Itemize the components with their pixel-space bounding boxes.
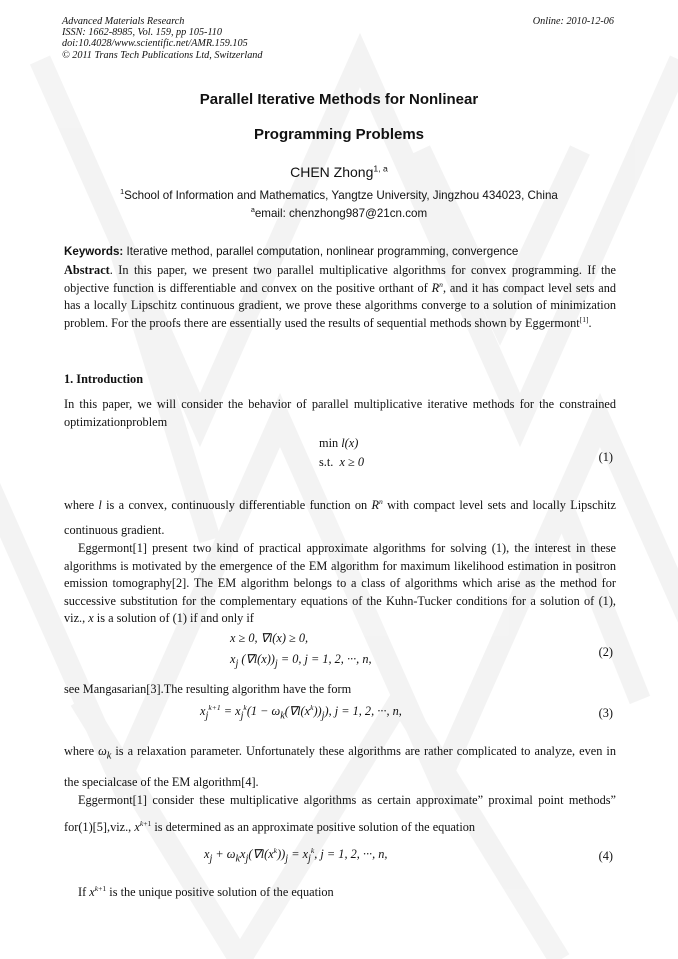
paragraph-where-l: where l is a convex, continuously differentiable function on $R^n$ with compact level sets and locally Lipschitz continuous gradient.	[64, 496, 616, 537]
paragraph-if: If $x^{k+1}$ is the unique positive solution of the equation	[78, 883, 334, 899]
equation-number-1: (1)	[598, 450, 613, 464]
equation-2: x ≥ 0, ∇l(x) ≥ 0, $x_j$ $(\nabla l(x))_j = 0$, j = 1, 2, ···, n,	[230, 631, 372, 670]
section-heading: 1. Introduction	[64, 372, 144, 386]
citation-ref: [1]	[579, 314, 589, 324]
paragraph-where-omega: where $\omega_k$ is a relaxation parameter. Unfortunately these algorithms are rather complicated to analyze, even in the specialcase of the EM algorithm[4].	[64, 744, 616, 790]
title-line-2: Programming Problems	[253, 126, 425, 143]
paragraph-see: see Mangasarian[3].The resulting algorithm have the form	[64, 682, 352, 696]
author-sup: 1, a	[373, 163, 388, 174]
equation-number-4: (4)	[598, 849, 613, 863]
paragraph-eggermont-2: Eggermont[1] consider these multiplicative algorithms as certain approximate” proximal point methods” for(1)[5],viz., $x^{k+1}$ is determined as an approximate positive solution of the equation	[64, 793, 616, 834]
keywords-label: Keywords:	[64, 245, 124, 258]
doi: doi:10.4028/www.scientific.net/AMR.159.105	[62, 38, 248, 50]
equation-number-2: (2)	[598, 645, 613, 659]
equation-1: min l(x) s.t. x ≥ 0	[319, 436, 365, 469]
author	[0, 164, 678, 180]
keywords	[64, 245, 616, 258]
journal-header	[62, 16, 262, 61]
issn: ISSN: 1662-8985, Vol. 159, pp 105-110	[62, 27, 222, 39]
abstract-label: Abstract	[64, 263, 110, 277]
intro-paragraph: In this paper, we will consider the behavior of parallel multiplicative iterative methods for the constrained optimizationproblem	[64, 397, 616, 429]
affiliation-sup: 1	[120, 187, 125, 197]
equation-number-3: (3)	[598, 706, 613, 720]
paragraph-eggermont-1: Eggermont[1] present two kind of practical approximate algorithms for solving (1), the interest in these algorithms is motivated by the emergence of the EM algorithm for maximum likelihood estimation in positron emission tomography[2]. The EM algorithm belongs to a class of algorithms which arise as the method for successive substitution for the complementary equations of the Kuhn-Tucker conditions for a solution of (1), viz., x is a solution of (1) if and only if	[64, 541, 616, 626]
author-name: CHEN Zhong	[290, 164, 374, 180]
copyright: © 2011 Trans Tech Publications Ltd, Switzerland	[62, 49, 263, 61]
journal-name: Advanced Materials Research	[62, 16, 185, 27]
equation-4: $x_j + \omega_kx_j(\nabla l(x^k))_j = x_j^k$, j = 1, 2, ···, n,	[204, 845, 388, 865]
online-date: Online: 2010-12-06	[532, 16, 614, 27]
email: email: chenzhong987@21cn.com	[254, 207, 428, 220]
title-line-1: Parallel Iterative Methods for Nonlinear	[199, 91, 479, 108]
abstract: Abstract. In this paper, we present two parallel multiplicative algorithms for convex programming. If the objective function is differentiable and convex on the positive orthant of $R^n$, and it has compact level sets and has a locally Lipschitz continuous gradient, we prove these algorithms converge to a solution of minimization problem. For the proofs there are essentially used the results of sequential methods shown by Eggermont[1].	[64, 263, 616, 330]
equation-3: $x_j^{k+1} = x_j^k(1 - \omega_k(\nabla l(x^k))_j)$, j = 1, 2, ···, n,	[200, 702, 402, 722]
affiliation	[0, 189, 678, 202]
keywords-text: Iterative method, parallel computation, nonlinear programming, convergence	[123, 245, 519, 258]
affiliation-text: School of Information and Mathematics, Yangtze University, Jingzhou 434023, China	[124, 189, 558, 202]
email-line	[0, 207, 678, 220]
email-sup: a	[250, 205, 255, 215]
